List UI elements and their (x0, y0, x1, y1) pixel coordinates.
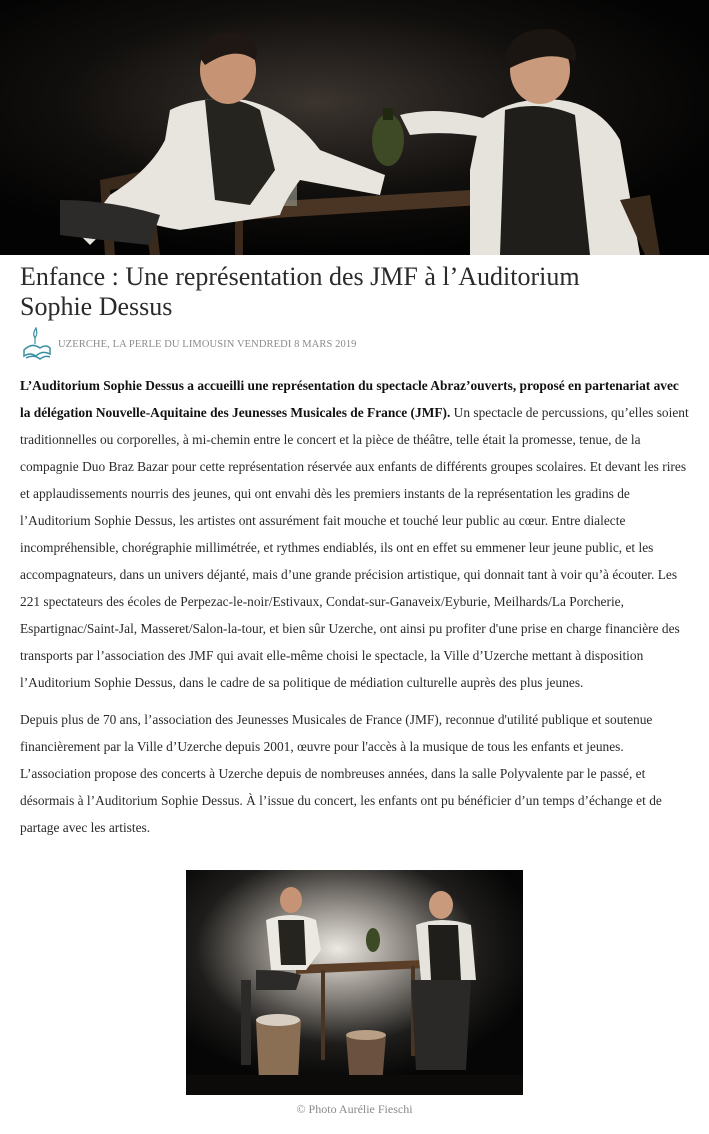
article-body (20, 372, 690, 851)
article-paragraph-1-text: Un spectacle de percussions, qu’elles soient traditionnelles ou corporelles, à mi-chemin entre le concert et la pièce de théâtre, telle était la promesse, tenue, de la compagnie Duo Braz Bazar pour cette représentation réservée aux enfants de différents groupes scolaires. Et devant les rires et applaudissements nourris des jeunes, qui ont envahi dès les premiers instants de la représentation les gradins de l’Auditorium Sophie Dessus, les artistes ont assurément fait mouche et touché leur public au cœur. Entre dialecte incompréhensible, chorégraphie millimétrée, et rythmes endiablés, ils ont en effet su emmener leur jeune public, et les accompagnateurs, dans un univers déjanté, mais d’une grande précision artistique, qui donnait tant à voir qu’à écouter. Les 221 spectateurs des écoles de Perpezac-le-noir/Estivaux, Condat-sur-Ganaveix/Eyburie, Meilhards/La Porcherie, Espartignac/Saint-Jal, Masseret/Salon-la-tour, et bien sûr Uzerche, ont ainsi pu profiter d'une prise en charge financière des transports par l’association des JMF qui avait elle-même choisi le spectacle, la Ville d’Uzerche mettant à disposition l’Auditorium Sophie Dessus, dans le cadre de sa politique de médiation culturelle auprès des plus jeunes. (20, 405, 689, 690)
article-date: VENDREDI 8 MARS 2019 (236, 339, 357, 350)
article-meta (22, 326, 622, 366)
article-title: Enfance : Une représentation des JMF à l’Auditorium Sophie Dessus (20, 262, 580, 321)
hero-photo (0, 0, 709, 255)
article-paragraph-1 (20, 372, 690, 696)
photo-credit: © Photo Aurélie Fieschi (296, 1102, 413, 1116)
article-lead: L’Auditorium Sophie Dessus a accueilli une représentation du spectacle Abraz’ouverts, proposé en partenariat avec la délégation Nouvelle-Aquitaine des Jeunesses Musicales de France (JMF). (20, 378, 679, 420)
hero-photo-illustration (0, 0, 709, 255)
article-photo-illustration (186, 870, 523, 1095)
source-logo-icon (22, 326, 52, 364)
article-photo (186, 870, 523, 1095)
article-paragraph-2: Depuis plus de 70 ans, l’association des Jeunesses Musicales de France (JMF), reconnue d'utilité publique et soutenue financièrement par la Ville d’Uzerche depuis 2001, œuvre pour l'accès à la musique de tous les enfants et jeunes. L’association propose des concerts à Uzerche depuis de nombreuses années, dans la salle Polyvalente par le passé, et désormais à l’Auditorium Sophie Dessus. À l’issue du concert, les enfants ont pu bénéficier d’un temps d’échange et de partage avec les artistes. (20, 712, 662, 835)
article-source[interactable]: UZERCHE, LA PERLE DU LIMOUSIN (58, 339, 235, 350)
